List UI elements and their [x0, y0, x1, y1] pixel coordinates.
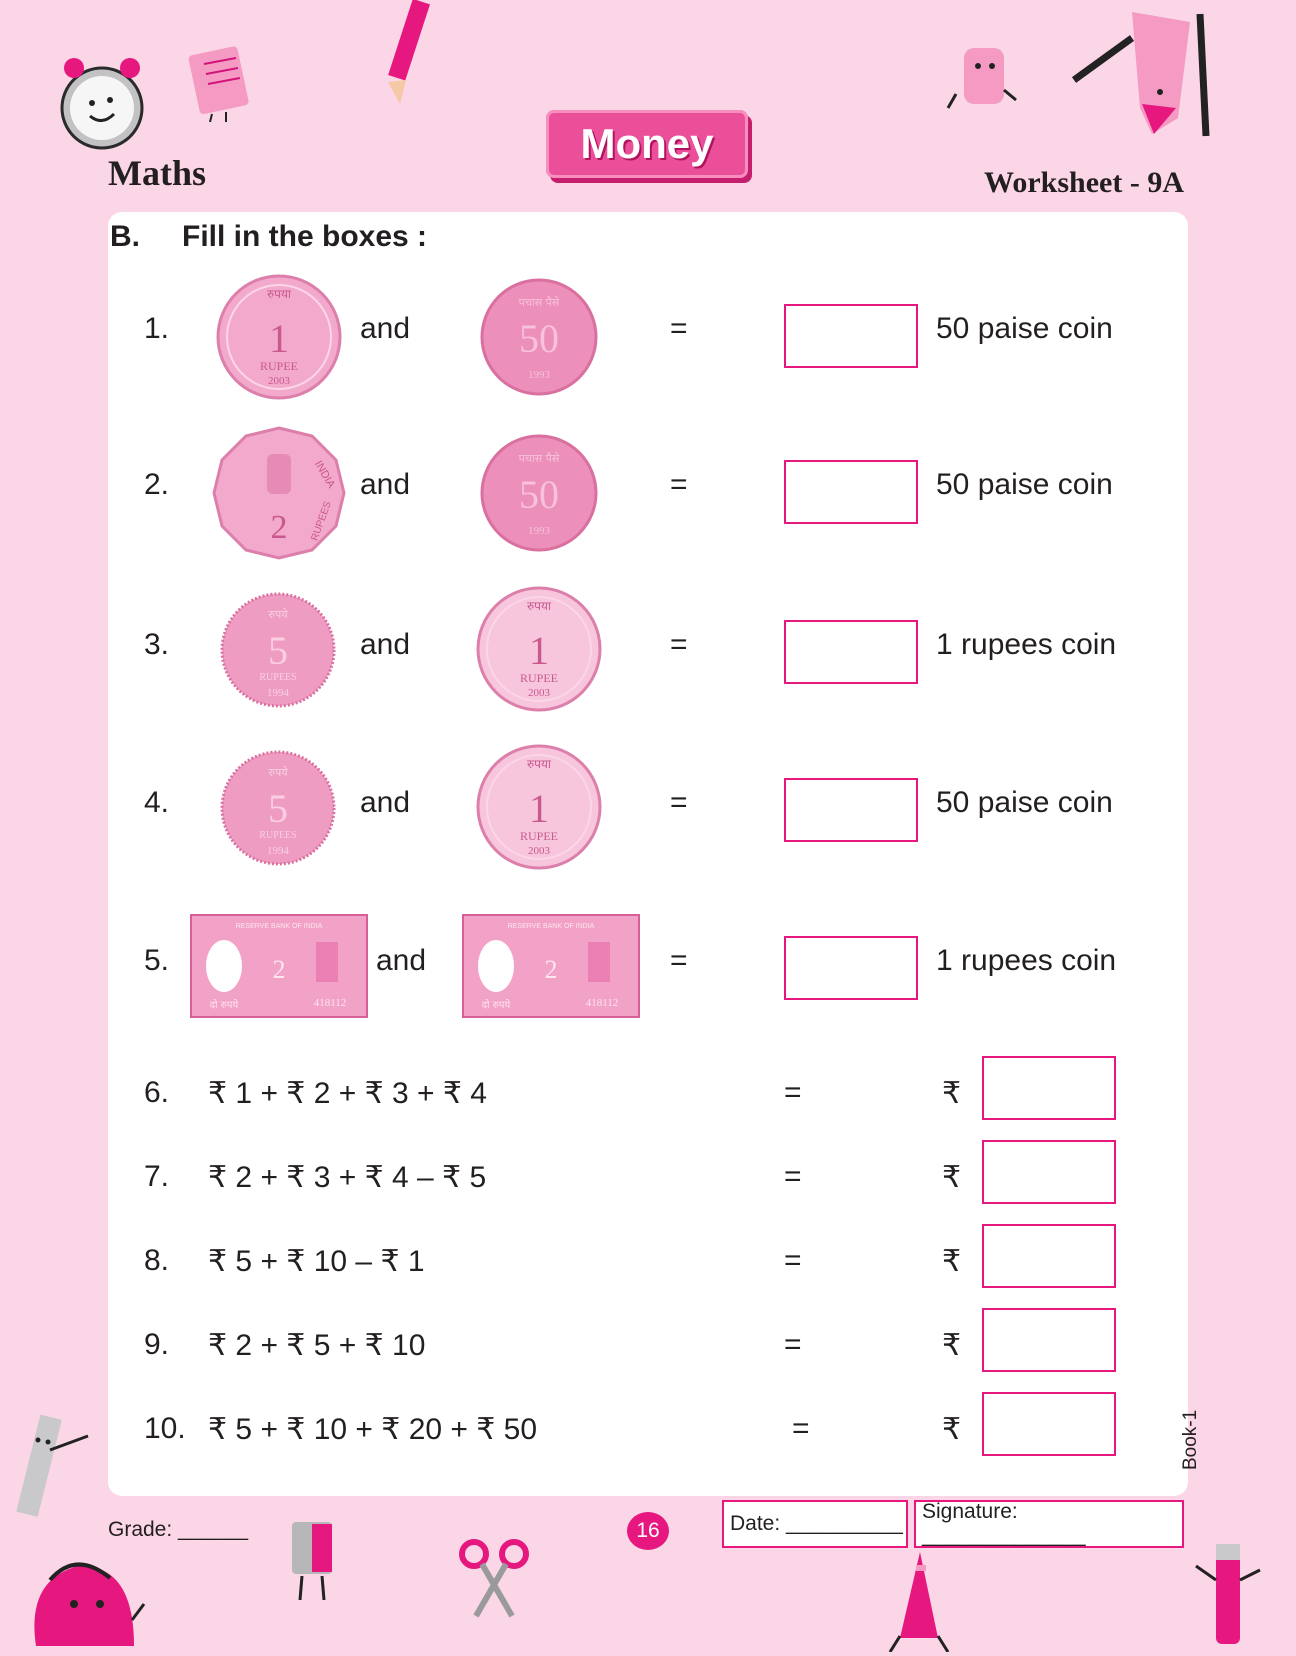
coin-year: 1994	[267, 687, 289, 699]
one-rupee-coin	[476, 744, 602, 875]
five-rupee-coin	[220, 750, 336, 871]
unit-label: 50 paise coin	[936, 786, 1113, 819]
and-text: and	[360, 468, 411, 501]
two-rupee-note	[190, 914, 368, 1023]
coin-top-label: रुपया	[526, 599, 552, 613]
coin-top-label: रुपये	[268, 766, 288, 779]
note-hindi-label: दो रुपये	[209, 1000, 239, 1011]
coin-year: 1994	[267, 845, 289, 857]
coin-year: 2003	[528, 845, 550, 857]
coin-bottom-label: RUPEE	[519, 671, 559, 685]
coin-year: 2003	[268, 375, 290, 387]
coin-top-label: रुपया	[266, 287, 292, 301]
five-rupee-coin	[220, 592, 336, 713]
coin-top-label: पचास पैसे	[518, 452, 560, 465]
sum-expression: ₹ 5 + ₹ 10 – ₹ 1	[208, 1245, 425, 1278]
coin-value: 2	[270, 509, 288, 546]
coin-value: 1	[269, 316, 289, 361]
pencil-icon	[380, 0, 440, 110]
question-number: 5.	[144, 944, 170, 977]
unit-label: 50 paise coin	[936, 468, 1113, 501]
equals-sign: =	[670, 786, 688, 819]
note-bank-label: RESERVE BANK OF INDIA	[235, 923, 323, 930]
answer-box[interactable]	[784, 778, 918, 842]
note-value: 2	[544, 955, 558, 984]
fifty-paise-coin	[480, 434, 598, 557]
answer-box[interactable]	[982, 1056, 1116, 1120]
question-number: 1.	[144, 312, 170, 345]
book-label: Book-1	[1180, 1409, 1201, 1470]
answer-box[interactable]	[784, 936, 918, 1000]
two-rupee-note	[462, 914, 640, 1023]
question-number: 2.	[144, 468, 170, 501]
coin-bottom-label: RUPEES	[259, 830, 297, 841]
equals-sign: =	[792, 1412, 810, 1445]
question-number: 4.	[144, 786, 170, 819]
answer-box[interactable]	[784, 620, 918, 684]
equals-sign: =	[670, 468, 688, 501]
ruler-character-icon	[10, 1410, 90, 1530]
rupee-symbol: ₹	[942, 1329, 962, 1362]
coin-top-label: पचास पैसे	[518, 296, 560, 309]
note-bank-label: RESERVE BANK OF INDIA	[507, 923, 595, 930]
coin-year: 2003	[528, 687, 550, 699]
signature-field[interactable]	[914, 1500, 1184, 1548]
coin-bottom-label: RUPEES	[259, 672, 297, 683]
answer-box[interactable]	[784, 460, 918, 524]
fifty-paise-coin	[480, 278, 598, 401]
question-number: 9.	[144, 1328, 170, 1361]
coin-value: 1	[529, 628, 549, 673]
equals-sign: =	[784, 1328, 802, 1361]
section-instruction: Fill in the boxes :	[182, 220, 428, 253]
note-serial: 418112	[585, 997, 619, 1009]
date-field[interactable]	[722, 1500, 908, 1548]
equals-sign: =	[784, 1160, 802, 1193]
note-hindi-label: दो रुपये	[481, 1000, 511, 1011]
rupee-symbol: ₹	[942, 1077, 962, 1110]
and-text: and	[360, 628, 411, 661]
alarm-clock-icon	[52, 48, 152, 158]
coin-value: 5	[268, 628, 288, 673]
equals-sign: =	[670, 628, 688, 661]
and-text: and	[360, 786, 411, 819]
and-text: and	[376, 944, 427, 977]
date-label: Date: __________	[730, 1512, 903, 1535]
sharpener-icon	[282, 1516, 348, 1602]
sum-expression: ₹ 2 + ₹ 3 + ₹ 4 – ₹ 5	[208, 1161, 487, 1194]
coin-top-label: रुपया	[526, 757, 552, 771]
pen-character-icon	[1192, 1540, 1264, 1650]
note-serial: 418112	[313, 997, 347, 1009]
two-rupee-coin	[212, 426, 346, 565]
equals-sign: =	[784, 1076, 802, 1109]
coin-bottom-label: RUPEES	[309, 499, 334, 543]
coin-bottom-label: RUPEE	[519, 829, 559, 843]
page-title: Money	[580, 120, 714, 167]
question-number: 7.	[144, 1160, 170, 1193]
sum-expression: ₹ 1 + ₹ 2 + ₹ 3 + ₹ 4	[208, 1077, 487, 1110]
section-letter: B.	[110, 220, 140, 253]
coin-year: 1993	[528, 525, 550, 537]
question-number: 6.	[144, 1076, 170, 1109]
one-rupee-coin	[476, 586, 602, 717]
equals-sign: =	[670, 312, 688, 345]
notepad-icon	[180, 42, 260, 122]
answer-box[interactable]	[982, 1392, 1116, 1456]
coin-value: 50	[519, 316, 559, 361]
sum-expression: ₹ 5 + ₹ 10 + ₹ 20 + ₹ 50	[208, 1413, 538, 1446]
rupee-symbol: ₹	[942, 1245, 962, 1278]
coin-value: 1	[529, 786, 549, 831]
rupee-symbol: ₹	[942, 1161, 962, 1194]
coin-value: 50	[519, 472, 559, 517]
coin-bottom-label: RUPEE	[259, 359, 299, 373]
pencil-character-icon	[886, 1548, 956, 1652]
grade-field[interactable]: Grade: ______	[108, 1518, 249, 1541]
signature-label: Signature: ______________	[922, 1500, 1086, 1547]
rupee-symbol: ₹	[942, 1413, 962, 1446]
answer-box[interactable]	[784, 304, 918, 368]
page-number: 16	[627, 1512, 669, 1550]
coin-value: 5	[268, 786, 288, 831]
worksheet-label: Worksheet - 9A	[984, 166, 1184, 199]
subject-label: Maths	[108, 153, 206, 193]
equals-sign: =	[784, 1244, 802, 1277]
question-number: 8.	[144, 1244, 170, 1277]
answer-box[interactable]	[982, 1224, 1116, 1288]
question-number: 10.	[144, 1412, 186, 1445]
one-rupee-coin	[216, 274, 342, 405]
coin-top-label: रुपये	[268, 608, 288, 621]
title-banner	[546, 110, 748, 178]
eraser-icon	[944, 44, 1020, 120]
equals-sign: =	[670, 944, 688, 977]
pencil-character-icon	[1072, 8, 1222, 138]
sum-expression: ₹ 2 + ₹ 5 + ₹ 10	[208, 1329, 426, 1362]
unit-label: 1 rupees coin	[936, 944, 1117, 977]
coin-country: INDIA	[312, 458, 338, 491]
unit-label: 50 paise coin	[936, 312, 1113, 345]
answer-box[interactable]	[982, 1308, 1116, 1372]
answer-box[interactable]	[982, 1140, 1116, 1204]
question-number: 3.	[144, 628, 170, 661]
and-text: and	[360, 312, 411, 345]
coin-year: 1993	[528, 369, 550, 381]
note-value: 2	[272, 955, 286, 984]
scissors-icon	[456, 1536, 532, 1620]
unit-label: 1 rupees coin	[936, 628, 1117, 661]
purse-character-icon	[16, 1520, 146, 1650]
